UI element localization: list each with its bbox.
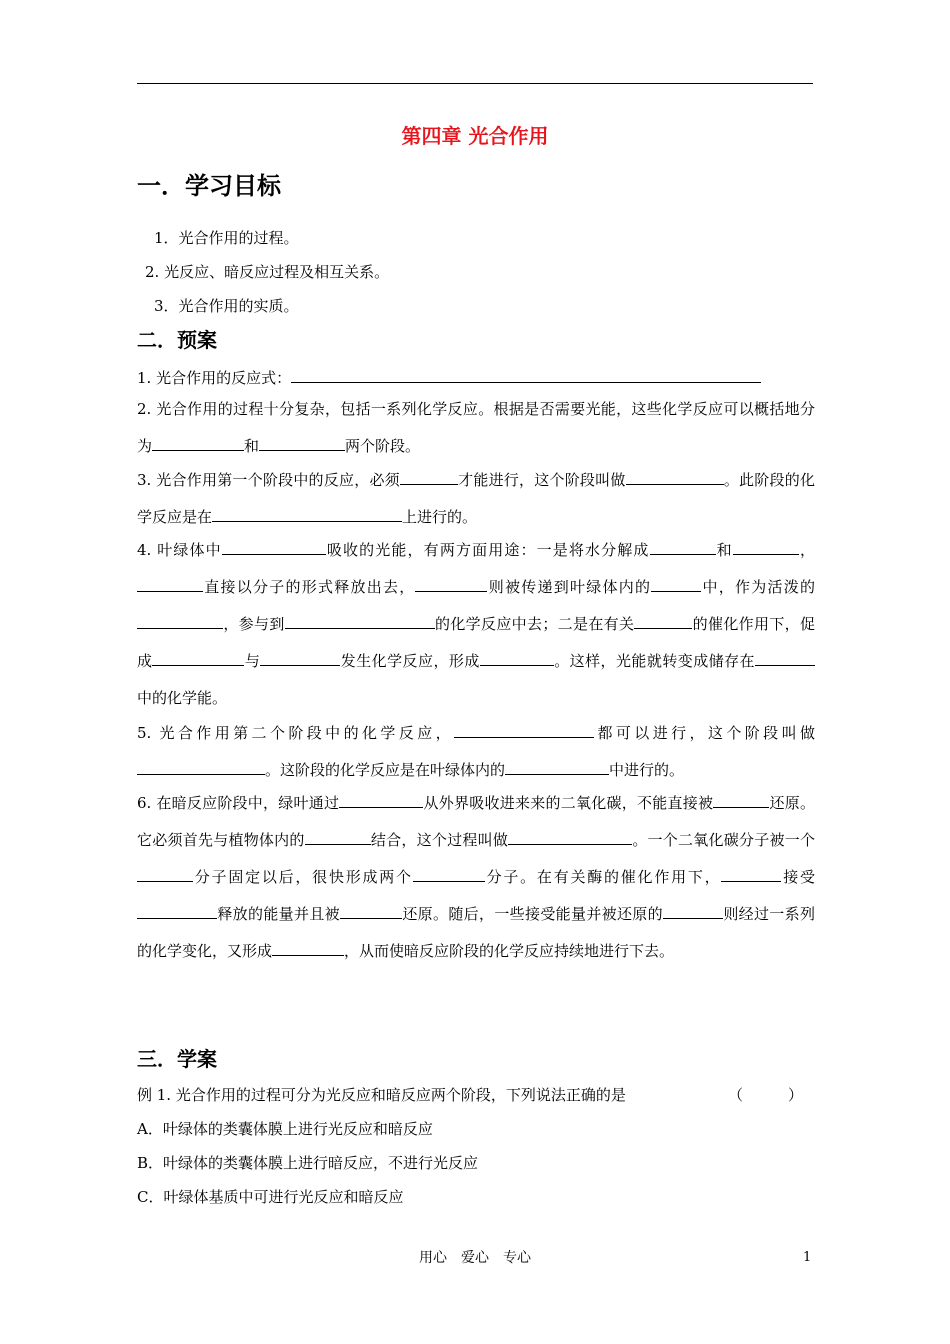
question-text: 的催化作用下，促成 <box>137 615 815 670</box>
answer-blank[interactable] <box>626 470 724 485</box>
question-text: 发生化学反应，形成 <box>340 652 480 670</box>
question-text: 和 <box>715 541 733 559</box>
question-text: 从外界吸收进来来的二氧化碳，不能直接被 <box>423 794 714 812</box>
question-text: 分子固定以后，很快形成两个 <box>193 868 413 886</box>
question-text: 则经过一系列的化学变化，又形成 <box>137 905 815 960</box>
answer-blank[interactable] <box>291 368 761 383</box>
question-text: 2. 光合作用的过程十分复杂，包括一系列化学反应。根据是否需要光能，这些化学反应可以概括地分为 <box>137 400 815 455</box>
answer-blank[interactable] <box>152 436 244 451</box>
answer-blank[interactable] <box>400 470 458 485</box>
answer-blank[interactable] <box>137 904 217 919</box>
question-text: 直接以分子的形式释放出去， <box>203 578 416 596</box>
question-text: 1. 光合作用的反应式： <box>137 369 292 387</box>
answer-blank[interactable] <box>272 941 344 956</box>
question-text: 。一个二氧化碳分子被一个 <box>632 831 815 849</box>
question-text: 5. 光合作用第二个阶段中的化学反应， <box>137 724 455 742</box>
question-text: 与 <box>244 652 261 670</box>
question-text: 中的化学能。 <box>137 689 228 707</box>
question-text: 结合，这个过程叫做 <box>370 831 509 849</box>
answer-blank[interactable] <box>212 507 402 522</box>
objective-item: 1．光合作用的过程。 <box>154 229 299 247</box>
answer-blank[interactable] <box>413 867 485 882</box>
question-text: 两个阶段。 <box>345 437 421 455</box>
question-6 <box>137 785 815 970</box>
question-3 <box>137 462 815 536</box>
question-text: 。这阶段的化学反应是在叶绿体内的 <box>265 761 506 779</box>
answer-blank[interactable] <box>713 793 769 808</box>
answer-blank[interactable] <box>651 577 701 592</box>
answer-blank[interactable] <box>260 651 340 666</box>
answer-blank[interactable] <box>480 651 554 666</box>
answer-blank[interactable] <box>222 540 326 555</box>
question-text: 中进行的。 <box>609 761 685 779</box>
question-text: 上进行的。 <box>402 508 478 526</box>
answer-blank[interactable] <box>755 651 815 666</box>
answer-blank[interactable] <box>634 614 692 629</box>
question-text: 则被传递到叶绿体内的 <box>487 578 652 596</box>
objective-item: 2. 光反应、暗反应过程及相互关系。 <box>145 263 390 281</box>
answer-blank[interactable] <box>259 436 345 451</box>
answer-blank[interactable] <box>305 830 371 845</box>
answer-blank[interactable] <box>721 867 781 882</box>
question-text: 3. 光合作用第一个阶段中的反应，必须 <box>137 471 400 489</box>
answer-blank[interactable] <box>650 540 716 555</box>
answer-blank[interactable] <box>339 793 423 808</box>
question-1 <box>137 368 761 388</box>
answer-blank[interactable] <box>340 904 402 919</box>
answer-blank[interactable] <box>415 577 487 592</box>
answer-blank[interactable] <box>454 723 594 738</box>
question-text: 才能进行，这个阶段叫做 <box>457 471 626 489</box>
page-number: 1 <box>803 1250 812 1265</box>
answer-blank[interactable] <box>137 614 223 629</box>
question-text: 分子。在有关酶的催化作用下， <box>484 868 722 886</box>
answer-blank[interactable] <box>137 867 193 882</box>
page-footer: 用心 爱心 专心 <box>419 1250 531 1266</box>
question-5 <box>137 715 815 789</box>
question-text: 还原。它必须首先与植物体内的 <box>137 794 815 849</box>
question-2 <box>137 391 815 465</box>
answer-blank[interactable] <box>508 830 632 845</box>
objective-item: 3．光合作用的实质。 <box>154 297 299 315</box>
question-text: ， <box>798 541 815 559</box>
option-c[interactable]: C．叶绿体基质中可进行光反应和暗反应 <box>137 1188 404 1206</box>
answer-blank[interactable] <box>152 651 244 666</box>
question-text: 接受 <box>781 868 815 886</box>
question-text: 4. 叶绿体中 <box>137 541 222 559</box>
answer-blank[interactable] <box>137 577 203 592</box>
question-text: 还原。随后，一些接受能量并被还原的 <box>402 905 663 923</box>
answer-blank[interactable] <box>733 540 799 555</box>
answer-blank[interactable] <box>137 760 265 775</box>
example-1-question: 例 1. 光合作用的过程可分为光反应和暗反应两个阶段，下列说法正确的是 <box>137 1086 626 1104</box>
header-rule <box>137 83 813 84</box>
question-text: 释放的能量并且被 <box>217 905 340 923</box>
question-text: 吸收的光能，有两方面用途：一是将水分解成 <box>325 541 650 559</box>
question-text: 的化学反应中去；二是在有关 <box>434 615 635 633</box>
section-heading-objectives: 一．学习目标 <box>137 172 281 200</box>
question-text: 都可以进行，这个阶段叫做 <box>594 724 815 742</box>
question-text: 6. 在暗反应阶段中，绿叶通过 <box>137 794 340 812</box>
section-heading-preview: 二．预案 <box>137 328 217 352</box>
option-a[interactable]: A．叶绿体的类囊体膜上进行光反应和暗反应 <box>137 1120 433 1138</box>
option-b[interactable]: B．叶绿体的类囊体膜上进行暗反应，不进行光反应 <box>137 1154 479 1172</box>
question-text: 。此阶段的化学反应是在 <box>137 471 815 526</box>
question-text: 中，作为活泼的 <box>701 578 815 596</box>
question-text: 。这样，光能就转变成储存在 <box>553 652 755 670</box>
question-text: ，参与到 <box>223 615 285 633</box>
answer-blank[interactable] <box>285 614 435 629</box>
question-text: 和 <box>244 437 260 455</box>
question-4 <box>137 532 815 717</box>
answer-blank[interactable] <box>663 904 723 919</box>
answer-parentheses[interactable]: （ ） <box>728 1086 804 1104</box>
answer-blank[interactable] <box>505 760 609 775</box>
section-heading-study: 三．学案 <box>137 1047 217 1071</box>
question-text: ，从而使暗反应阶段的化学反应持续地进行下去。 <box>344 942 675 960</box>
chapter-title: 第四章 光合作用 <box>401 124 549 148</box>
